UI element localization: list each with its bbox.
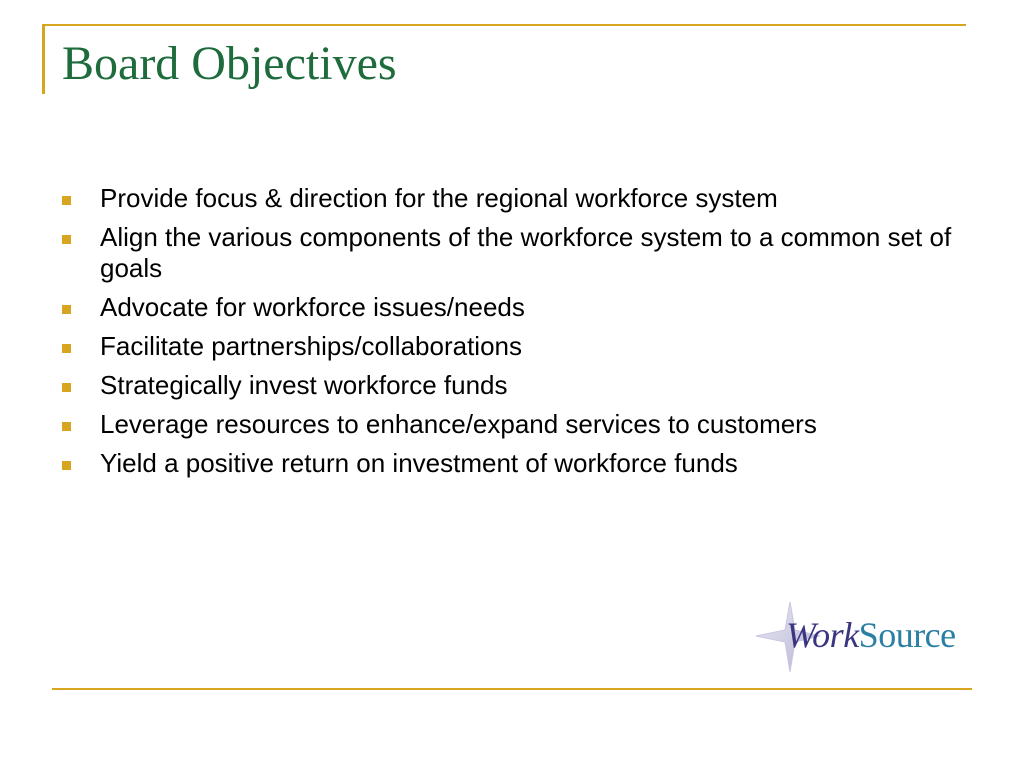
- square-bullet-icon: [62, 383, 71, 392]
- bullet-item: [62, 292, 962, 323]
- bullet-text: Provide focus & direction for the regional workforce system: [100, 183, 778, 213]
- bullet-list: [62, 183, 962, 487]
- bottom-frame-line: [52, 688, 972, 690]
- slide-title: Board Objectives: [62, 37, 397, 90]
- left-frame-line: [42, 25, 45, 94]
- bullet-item: [62, 448, 962, 479]
- square-bullet-icon: [62, 344, 71, 353]
- bullet-text: Advocate for workforce issues/needs: [100, 292, 525, 322]
- square-bullet-icon: [62, 422, 71, 431]
- bullet-text: Facilitate partnerships/collaborations: [100, 331, 522, 361]
- logo-work-text: Work: [786, 615, 859, 655]
- bullet-text: Leverage resources to enhance/expand services to customers: [100, 409, 817, 439]
- logo-wordmark: [786, 617, 956, 653]
- bullet-text: Strategically invest workforce funds: [100, 370, 508, 400]
- top-frame-line: [42, 24, 966, 26]
- logo-source-text: Source: [858, 615, 956, 655]
- square-bullet-icon: [62, 305, 71, 314]
- bullet-text: Align the various components of the workforce system to a common set of goals: [100, 222, 952, 283]
- bullet-text: Yield a positive return on investment of workforce funds: [100, 448, 738, 478]
- square-bullet-icon: [62, 235, 71, 244]
- square-bullet-icon: [62, 196, 71, 205]
- bullet-item: [62, 331, 962, 362]
- bullet-item: [62, 183, 962, 214]
- bullet-item: [62, 370, 962, 401]
- bullet-item: [62, 222, 962, 284]
- square-bullet-icon: [62, 461, 71, 470]
- bullet-item: [62, 409, 962, 440]
- worksource-logo: [752, 598, 982, 678]
